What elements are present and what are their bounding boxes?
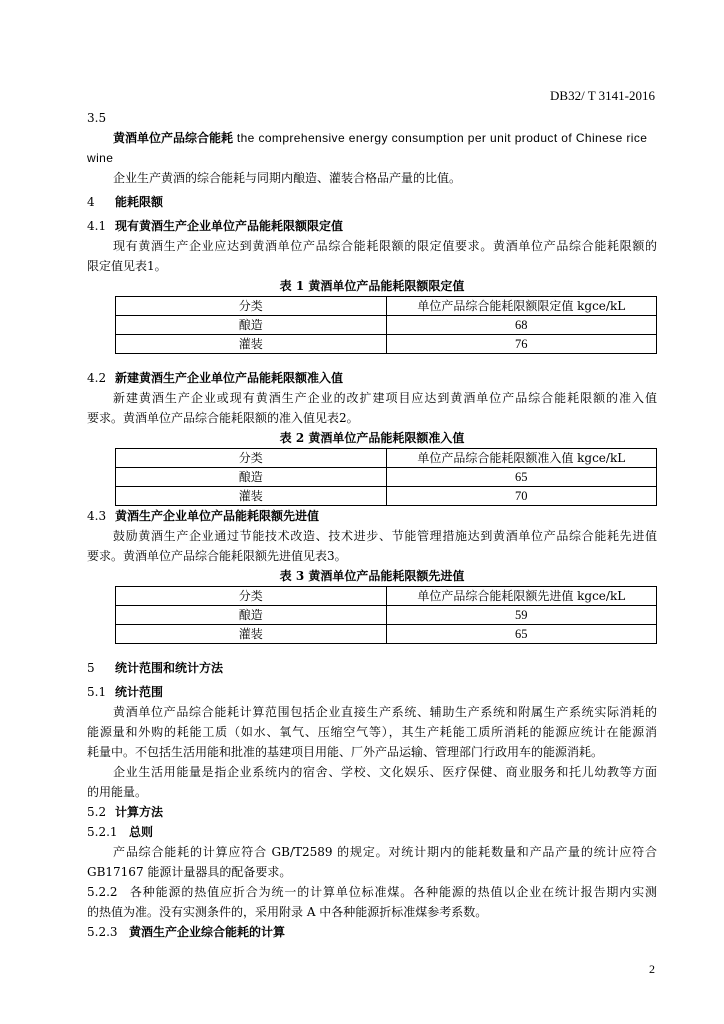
section-number: 4	[87, 195, 95, 209]
table-row	[116, 606, 657, 625]
table-cell: 59	[386, 606, 657, 625]
paragraph-line: 的用能量。	[87, 785, 148, 799]
table-row	[116, 335, 657, 354]
table-1	[115, 296, 657, 354]
section-5-2-3-heading	[87, 922, 657, 942]
table-cell: 酿造	[116, 468, 387, 487]
section-4-3-heading	[87, 506, 657, 526]
table-header-cell: 单位产品综合能耗限额准入值 kgce/kL	[386, 449, 657, 468]
paragraph-line: GB17167 能源计量器具的配备要求。	[87, 865, 292, 879]
table-cell: 76	[386, 335, 657, 354]
term-english-continued: wine	[87, 151, 114, 165]
section-number: 5.2.2	[87, 885, 118, 899]
section-4-1-heading	[87, 216, 657, 236]
section-5-2-1-heading	[87, 822, 657, 842]
paragraph-line: 企业生活用能量是指企业系统内的宿舍、学校、文化娱乐、医疗保健、商业服务和托儿幼教等方面	[113, 765, 657, 779]
section-4-2-heading	[87, 368, 657, 388]
table-header-row	[116, 297, 657, 316]
clause-3-5-number: 3.5	[87, 111, 107, 125]
section-title: 能耗限额	[115, 195, 164, 209]
paragraph-line: 新建黄酒生产企业或现有黄酒生产企业的改扩建项目应达到黄酒单位产品综合能耗限额的准入值	[113, 391, 657, 405]
table-header-cell: 分类	[116, 297, 387, 316]
term-definition: 企业生产黄酒的综合能耗与同期内酿造、灌装合格品产量的比值。	[113, 171, 462, 185]
section-5-heading	[87, 658, 657, 678]
table-cell: 灌装	[116, 487, 387, 506]
table-row	[116, 487, 657, 506]
section-4-heading	[87, 192, 657, 212]
section-number: 5	[87, 661, 95, 675]
section-5-2-heading	[87, 802, 657, 822]
table-header-cell: 分类	[116, 587, 387, 606]
section-title: 统计范围和统计方法	[115, 661, 224, 675]
table-header-cell: 分类	[116, 449, 387, 468]
table-cell: 65	[386, 625, 657, 644]
section-number: 4.2	[87, 371, 107, 385]
section-number: 5.1	[87, 685, 107, 699]
table-cell: 灌装	[116, 625, 387, 644]
section-number: 5.2.1	[87, 825, 118, 839]
section-number: 5.2.3	[87, 925, 118, 939]
term-english: the comprehensive energy consumption per unit product of Chinese rice	[236, 131, 648, 145]
section-number: 4.1	[87, 219, 107, 233]
page-number: 2	[649, 962, 655, 976]
table-3	[115, 586, 657, 644]
table-row	[116, 468, 657, 487]
page-content	[87, 108, 657, 942]
section-title: 黄酒生产企业单位产品能耗限额先进值	[115, 509, 320, 523]
table-cell: 70	[386, 487, 657, 506]
table-3-caption: 表 3 黄酒单位产品能耗限额先进值	[279, 569, 465, 583]
paragraph-line: 能源量和外购的耗能工质（如水、氧气、压缩空气等），其生产耗能工质所消耗的能源应统计在能源消	[87, 725, 657, 739]
paragraph-text: 各种能源的热值应折合为统一的计算单位标准煤。各种能源的热值以企业在统计报告期内实测	[129, 885, 657, 899]
paragraph-line: 耗量中。不包括生活用能和批准的基建项目用能、厂外产品运输、管理部门行政用车的能源消耗。	[87, 745, 604, 759]
section-title: 统计范围	[115, 685, 164, 699]
section-title: 黄酒生产企业综合能耗的计算	[129, 925, 286, 939]
table-row	[116, 625, 657, 644]
table-cell: 68	[386, 316, 657, 335]
paragraph-line: 限定值见表1。	[87, 259, 167, 273]
table-1-caption: 表 1 黄酒单位产品能耗限额限定值	[279, 279, 465, 293]
section-title: 总则	[129, 825, 154, 839]
clause-3-5-term	[87, 128, 657, 148]
section-5-2-2-line	[87, 882, 657, 902]
table-2	[115, 448, 657, 506]
paragraph-line: 要求。黄酒单位产品综合能耗限额的准入值见表2。	[87, 411, 359, 425]
section-number: 4.3	[87, 509, 107, 523]
table-row	[116, 316, 657, 335]
section-5-1-heading	[87, 682, 657, 702]
paragraph-line: 鼓励黄酒生产企业通过节能技术改造、技术进步、节能管理措施达到黄酒单位产品综合能耗先进值	[113, 529, 657, 543]
section-title: 现有黄酒生产企业单位产品能耗限额限定值	[115, 219, 344, 233]
section-number: 5.2	[87, 805, 107, 819]
section-title: 计算方法	[115, 805, 164, 819]
table-cell: 65	[386, 468, 657, 487]
table-2-caption: 表 2 黄酒单位产品能耗限额准入值	[279, 431, 465, 445]
paragraph-line: 产品综合能耗的计算应符合 GB/T2589 的规定。对统计期内的能耗数量和产品产量的统计应符合	[113, 845, 657, 859]
table-header-cell: 单位产品综合能耗限额限定值 kgce/kL	[386, 297, 657, 316]
table-cell: 灌装	[116, 335, 387, 354]
standard-number: DB32/ T 3141-2016	[550, 88, 655, 103]
paragraph-line: 黄酒单位产品综合能耗计算范围包括企业直接生产系统、辅助生产系统和附属生产系统实际消耗的	[113, 705, 657, 719]
table-header-cell: 单位产品综合能耗限额先进值 kgce/kL	[386, 587, 657, 606]
table-header-row	[116, 449, 657, 468]
section-title: 新建黄酒生产企业单位产品能耗限额准入值	[115, 371, 344, 385]
table-cell: 酿造	[116, 316, 387, 335]
table-cell: 酿造	[116, 606, 387, 625]
term-chinese: 黄酒单位产品综合能耗	[113, 131, 234, 145]
paragraph-line: 现有黄酒生产企业应达到黄酒单位产品综合能耗限额的限定值要求。黄酒单位产品综合能耗限额的	[113, 239, 657, 253]
paragraph-line: 要求。黄酒单位产品综合能耗限额先进值见表3。	[87, 549, 347, 563]
table-header-row	[116, 587, 657, 606]
paragraph-line: 的热值为准。没有实测条件的，采用附录 A 中各种能源折标准煤参考系数。	[87, 905, 488, 919]
